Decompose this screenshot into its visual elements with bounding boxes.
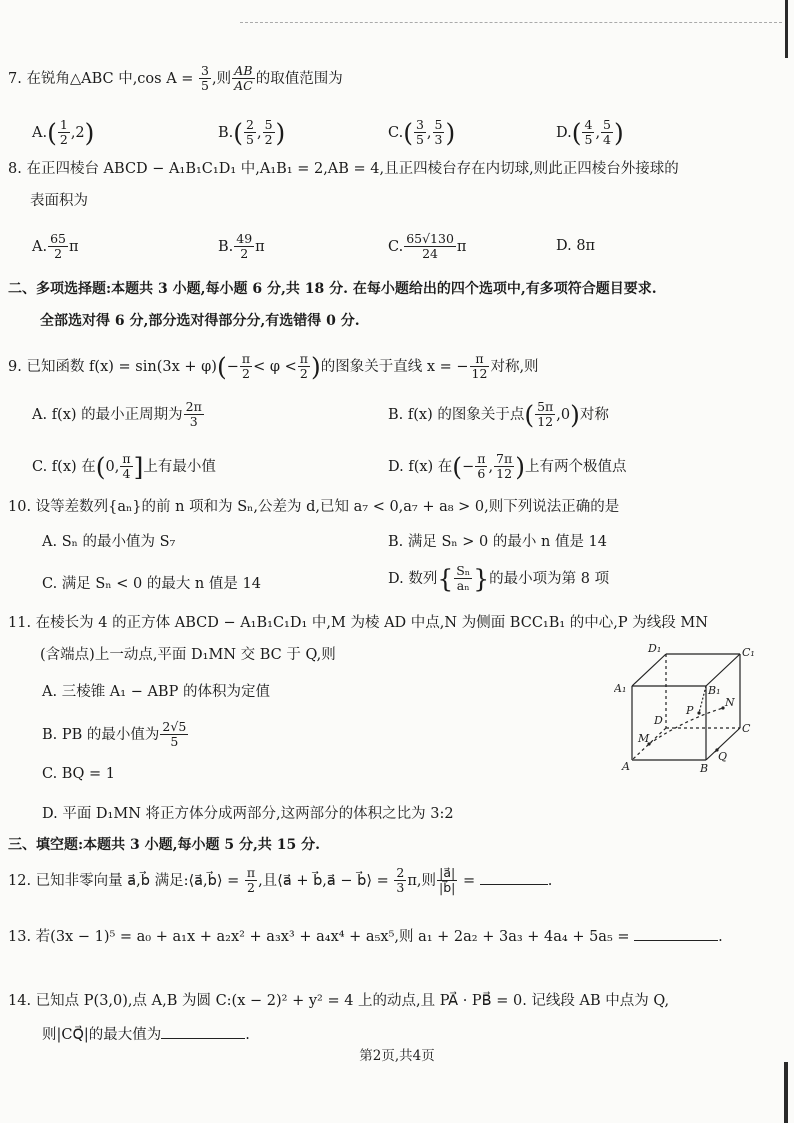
question-10-option-b: B. 满足 Sₙ > 0 的最小 n 值是 14 (388, 534, 608, 550)
question-14-stem-line-1: 14. 已知点 P(3,0),点 A,B 为圆 C:(x − 2)² + y² = 4 上的动点,且 PA⃗ · PB⃗ = 0. 记线段 AB 中点为 Q, (8, 993, 670, 1009)
question-10-option-d: D. 数列{ $\frac{\text{Sₙ}}{\text{aₙ}}$ }的最小项为第 8 项 (388, 563, 610, 594)
question-7-option-d: D.( $\frac{4}{5}$ , $\frac{5}{4}$ ) (556, 117, 624, 148)
section-3-header: 三、填空题:本题共 3 小题,每小题 5 分,共 15 分. (8, 837, 320, 853)
answer-blank[interactable] (480, 870, 548, 885)
question-11-option-c: C. BQ = 1 (42, 766, 115, 782)
question-11-option-b: B. PB 的最小值为 $\frac{2√5}{5}$ (42, 719, 187, 750)
page-number: 第2页,共4页 (359, 1048, 435, 1064)
question-9-stem: 9. 已知函数 f(x) = sin(3x + φ)(− $\frac{\pi}{2}$ < φ < $\frac{\pi}{2}$ )的图象关于直线 x = − $\frac{\pi}{12}$ 对称,则 (8, 351, 539, 382)
label-d1: D₁ (648, 642, 662, 655)
cube-figure (614, 640, 764, 780)
question-10-stem: 10. 设等差数列{aₙ}的前 n 项和为 Sₙ,公差为 d,已知 a₇ < 0,a₇ + a₈ > 0,则下列说法正确的是 (8, 499, 620, 515)
question-10-option-a: A. Sₙ 的最小值为 S₇ (42, 534, 176, 550)
question-7-option-c: C.( $\frac{3}{5}$ , $\frac{5}{3}$ ) (388, 117, 456, 148)
question-10-option-c: C. 满足 Sₙ < 0 的最大 n 值是 14 (42, 576, 261, 592)
section-2-header-line-2: 全部选对得 6 分,部分选对得部分分,有选错得 0 分. (40, 313, 360, 329)
question-8-option-b: B. $\frac{49}{2}$ π (218, 231, 265, 262)
label-b: B (700, 762, 709, 775)
label-q: Q (718, 750, 728, 763)
question-11-option-d: D. 平面 D₁MN 将正方体分成两部分,这两部分的体积之比为 3:2 (42, 806, 454, 822)
answer-blank[interactable] (634, 926, 718, 941)
question-11-stem-line-1: 11. 在棱长为 4 的正方体 ABCD − A₁B₁C₁D₁ 中,M 为棱 AD 中点,N 为侧面 BCC₁B₁ 的中心,P 为线段 MN (8, 615, 708, 631)
label-n: N (725, 696, 735, 709)
question-8-option-d: D. 8π (556, 238, 596, 254)
point-p (697, 711, 700, 714)
question-7-option-a: A.( $\frac{1}{2}$ ,2) (32, 117, 95, 148)
answer-blank[interactable] (161, 1024, 245, 1039)
question-9-option-b: B. f(x) 的图象关于点( $\frac{5\pi}{12}$ ,0)对称 (388, 399, 609, 430)
question-9-option-d: D. f(x) 在(− $\frac{\pi}{6}$ , $\frac{7\pi}{12}$ )上有两个极值点 (388, 451, 627, 482)
question-12-stem: 12. 已知非零向量 a⃗,b⃗ 满足:⟨a⃗,b⃗⟩ = $\frac{\pi}{2}$ ,且⟨a⃗ + b⃗,a⃗ − b⃗⟩ = $\frac{2}{3}$ π,则 $\frac{|a⃗|}{|b⃗|}$ = . (8, 865, 553, 896)
fraction: $\frac{AB}{AC}$ (234, 63, 253, 94)
fraction: $\frac{3}{5}$ (201, 63, 209, 94)
question-8-stem-line-2: 表面积为 (30, 193, 88, 209)
question-11-option-a: A. 三棱锥 A₁ − ABP 的体积为定值 (42, 684, 270, 700)
question-7-stem: 7. 在锐角△ABC 中,cos A = $\frac{3}{5}$ ,则 $\frac{AB}{AC}$ 的取值范围为 (8, 63, 343, 94)
question-8-stem-line-1: 8. 在正四棱台 ABCD − A₁B₁C₁D₁ 中,A₁B₁ = 2,AB = 4,且正四棱台存在内切球,则此正四棱台外接球的 (8, 161, 679, 177)
label-c: C (742, 722, 751, 735)
label-m: M (638, 732, 650, 745)
label-b1: B₁ (708, 684, 721, 697)
question-9-option-a: A. f(x) 的最小正周期为 $\frac{2\pi}{3}$ (32, 399, 202, 430)
question-14-stem-line-2: 则|CQ⃗|的最大值为 . (42, 1024, 250, 1045)
question-9-option-c: C. f(x) 在(0, $\frac{\pi}{4}$ ]上有最小值 (32, 451, 216, 482)
label-d: D (654, 714, 663, 727)
question-13-stem: 13. 若(3x − 1)⁵ = a₀ + a₁x + a₂x² + a₃x³ + a₄x⁴ + a₅x⁵,则 a₁ + 2a₂ + 3a₃ + 4a₄ + 5a₅ = . (8, 926, 723, 947)
section-2-header-line-1: 二、多项选择题:本题共 3 小题,每小题 6 分,共 18 分. 在每小题给出的四个选项中,有多项符合题目要求. (8, 281, 657, 297)
question-8-option-a: A. $\frac{65}{2}$ π (32, 231, 79, 262)
label-a: A (622, 760, 630, 773)
question-8-option-c: C. $\frac{65√130}{24}$ π (388, 231, 467, 262)
label-c1: C₁ (742, 646, 755, 659)
label-p: P (686, 704, 694, 717)
question-11-stem-line-2: (含端点)上一动点,平面 D₁MN 交 BC 于 Q,则 (40, 647, 336, 663)
question-7-option-b: B.( $\frac{2}{5}$ , $\frac{5}{2}$ ) (218, 117, 286, 148)
label-a1: A₁ (614, 682, 627, 695)
